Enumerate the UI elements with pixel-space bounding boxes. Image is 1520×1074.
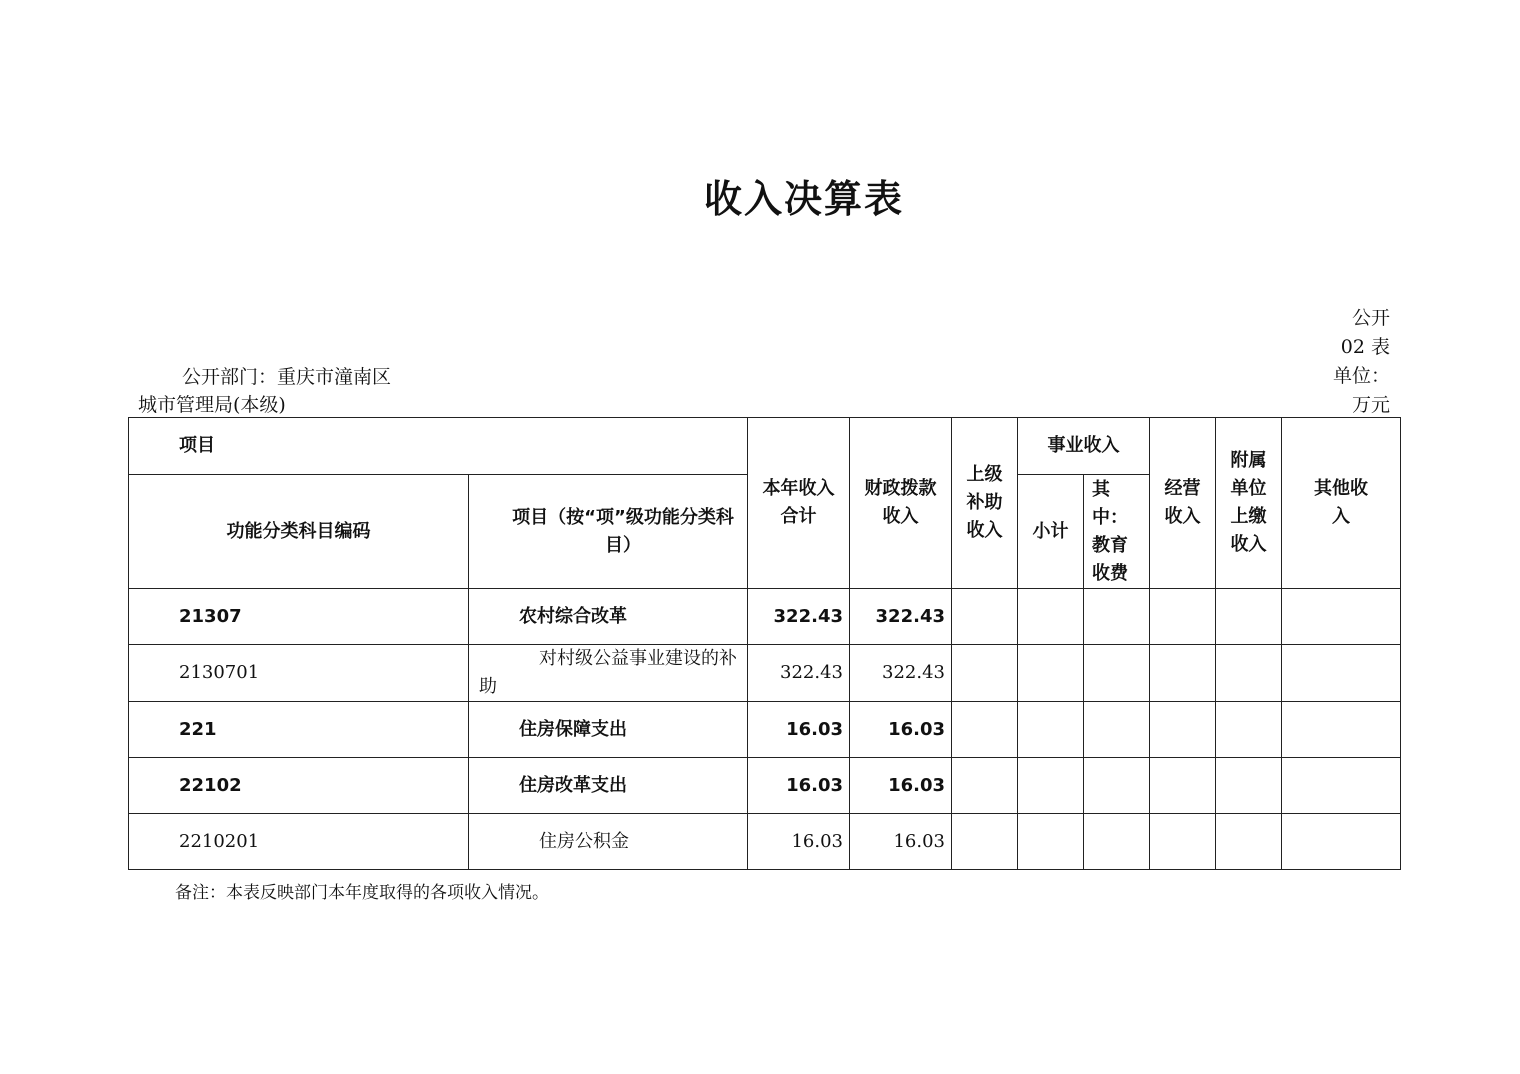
form-number-line1: 公开: [1351, 307, 1390, 329]
header-project: 项目: [129, 418, 748, 475]
unit-label: 单位：: [1332, 365, 1390, 387]
row-name: 住房公积金: [469, 814, 748, 870]
row-education-fee: [1084, 702, 1150, 758]
row-other-income: [1282, 758, 1401, 814]
row-name: 对村级公益事业建设的补助: [469, 645, 748, 702]
row-operating-income: [1150, 814, 1216, 870]
header-other-income: 其他收入: [1282, 418, 1401, 589]
header-total-income: 本年收入合计: [748, 418, 850, 589]
row-superior-subsidy: [952, 814, 1018, 870]
header-func-code: 功能分类科目编码: [129, 475, 469, 589]
row-fiscal: 16.03: [850, 758, 952, 814]
row-name: 农村综合改革: [469, 589, 748, 645]
header-superior-subsidy: 上级补助收入: [952, 418, 1018, 589]
form-meta: [1330, 304, 1390, 420]
header-affiliated-income: 附属单位上缴收入: [1216, 418, 1282, 589]
row-superior-subsidy: [952, 645, 1018, 702]
row-total: 322.43: [748, 645, 850, 702]
header-subtotal: 小计: [1018, 475, 1084, 589]
row-other-income: [1282, 645, 1401, 702]
row-operating-income: [1150, 645, 1216, 702]
row-operating-income: [1150, 758, 1216, 814]
department-line1: 公开部门：重庆市潼南区: [182, 366, 392, 388]
table-row: [129, 645, 1401, 702]
row-code: 22102: [129, 758, 469, 814]
row-subtotal: [1018, 589, 1084, 645]
table-row: [129, 589, 1401, 645]
page-title: 收入决算表: [703, 177, 904, 221]
row-superior-subsidy: [952, 589, 1018, 645]
row-code: 2210201: [129, 814, 469, 870]
row-code: 21307: [129, 589, 469, 645]
department-line2: 城市管理局(本级): [138, 394, 286, 416]
table-row: [129, 702, 1401, 758]
row-total: 16.03: [748, 758, 850, 814]
header-project-by-item: 项目（按“项”级功能分类科目）: [469, 475, 748, 589]
income-table: [128, 417, 1401, 870]
row-total: 16.03: [748, 702, 850, 758]
row-fiscal: 16.03: [850, 702, 952, 758]
row-other-income: [1282, 702, 1401, 758]
form-number-line2: 02 表: [1340, 336, 1390, 358]
row-subtotal: [1018, 645, 1084, 702]
footnote: 备注：本表反映部门本年度取得的各项收入情况。: [175, 883, 549, 903]
row-education-fee: [1084, 589, 1150, 645]
row-education-fee: [1084, 645, 1150, 702]
row-other-income: [1282, 589, 1401, 645]
header-fiscal-appropriation: 财政拨款收入: [850, 418, 952, 589]
row-code: 2130701: [129, 645, 469, 702]
row-education-fee: [1084, 758, 1150, 814]
row-operating-income: [1150, 702, 1216, 758]
row-name: 住房改革支出: [469, 758, 748, 814]
header-business-income: 事业收入: [1018, 418, 1150, 475]
header-operating-income: 经营收入: [1150, 418, 1216, 589]
row-subtotal: [1018, 814, 1084, 870]
row-subtotal: [1018, 758, 1084, 814]
row-total: 16.03: [748, 814, 850, 870]
row-affiliated-income: [1216, 702, 1282, 758]
row-fiscal: 16.03: [850, 814, 952, 870]
row-subtotal: [1018, 702, 1084, 758]
header-education-fee: 其中：教育收费: [1084, 475, 1150, 589]
row-operating-income: [1150, 589, 1216, 645]
table-row: [129, 758, 1401, 814]
table-row: [129, 814, 1401, 870]
row-affiliated-income: [1216, 758, 1282, 814]
row-fiscal: 322.43: [850, 645, 952, 702]
row-affiliated-income: [1216, 589, 1282, 645]
row-education-fee: [1084, 814, 1150, 870]
row-superior-subsidy: [952, 702, 1018, 758]
row-name: 住房保障支出: [469, 702, 748, 758]
unit-value: 万元: [1351, 394, 1390, 416]
row-affiliated-income: [1216, 814, 1282, 870]
row-superior-subsidy: [952, 758, 1018, 814]
row-total: 322.43: [748, 589, 850, 645]
row-other-income: [1282, 814, 1401, 870]
row-code: 221: [129, 702, 469, 758]
row-affiliated-income: [1216, 645, 1282, 702]
row-fiscal: 322.43: [850, 589, 952, 645]
